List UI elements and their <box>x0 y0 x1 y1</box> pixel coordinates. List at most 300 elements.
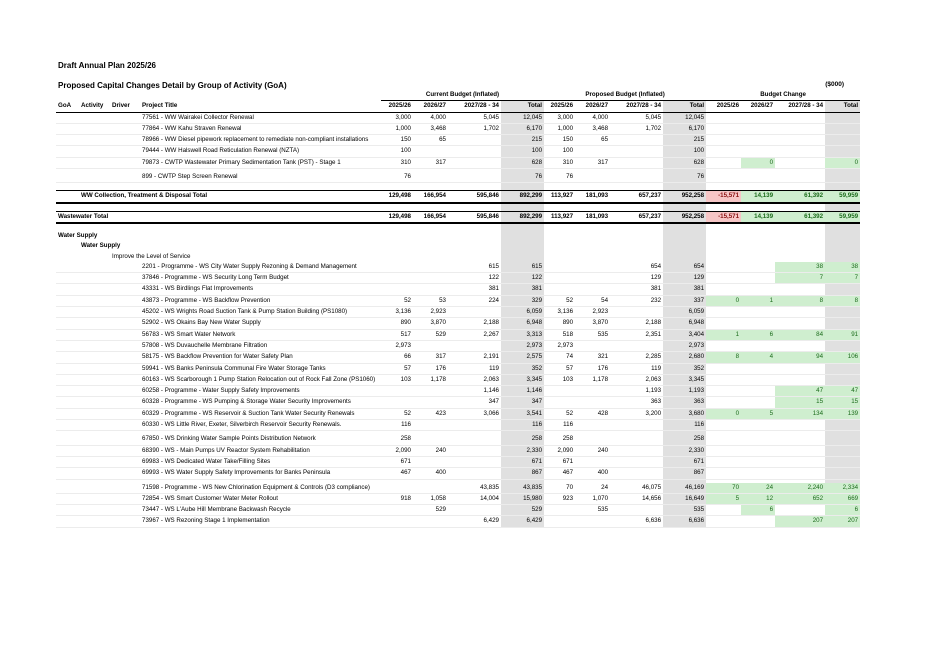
change-cell: 15 <box>825 397 860 408</box>
change-cell <box>706 318 741 329</box>
empty-cell <box>56 493 79 504</box>
empty-cell <box>110 223 140 231</box>
change-cell <box>775 340 825 351</box>
amount-cell <box>575 146 610 157</box>
amount-cell <box>610 420 663 431</box>
amount-cell: 2,063 <box>610 374 663 385</box>
project-title: 59941 - WS Banks Peninsula Communal Fire Water Storage Tanks <box>140 363 381 374</box>
empty-cell <box>110 468 140 479</box>
amount-cell <box>413 434 448 445</box>
project-row <box>56 146 860 157</box>
empty-cell <box>140 203 381 212</box>
amount-cell: 6,948 <box>501 318 544 329</box>
amount-cell: 70 <box>544 483 575 494</box>
amount-cell: 352 <box>501 363 544 374</box>
empty-cell <box>575 231 610 241</box>
amount-cell: 14,656 <box>610 493 663 504</box>
empty-cell <box>79 386 110 397</box>
change-cell: 6 <box>741 329 775 340</box>
amount-cell: 867 <box>663 468 706 479</box>
change-cell <box>741 456 775 467</box>
amount-cell: 54 <box>575 295 610 306</box>
change-cell <box>706 123 741 134</box>
project-title: 77561 - WW Wairakei Collector Renewal <box>140 112 381 123</box>
amount-cell: 258 <box>544 434 575 445</box>
capital-changes-table <box>56 90 860 528</box>
change-cell <box>741 445 775 456</box>
empty-cell <box>663 203 706 212</box>
empty-cell <box>825 252 860 262</box>
empty-cell <box>110 284 140 295</box>
change-cell: 47 <box>825 386 860 397</box>
change-cell: 669 <box>825 493 860 504</box>
amount-cell: 2,090 <box>544 445 575 456</box>
amount-cell: 535 <box>575 329 610 340</box>
empty-cell <box>544 203 575 212</box>
amount-cell <box>413 262 448 273</box>
col-header: 2027/28 - 34 <box>610 101 663 112</box>
amount-cell: 2,973 <box>501 340 544 351</box>
amount-cell <box>448 307 501 318</box>
total-label: Wastewater Total <box>56 211 381 223</box>
empty-cell <box>79 397 110 408</box>
amount-cell: 258 <box>501 434 544 445</box>
change-cell: 0 <box>706 295 741 306</box>
amount-cell: 5,045 <box>448 112 501 123</box>
spacer-row <box>56 183 860 191</box>
amount-cell: 1,178 <box>575 374 610 385</box>
unit-label: ($000) <box>825 81 844 88</box>
col-header: 2027/28 - 34 <box>775 101 825 112</box>
amount-cell: 3,404 <box>663 329 706 340</box>
amount-cell <box>448 340 501 351</box>
project-row <box>56 397 860 408</box>
change-cell <box>741 434 775 445</box>
change-cell <box>825 284 860 295</box>
project-row <box>56 329 860 340</box>
project-row <box>56 284 860 295</box>
amount-cell <box>610 468 663 479</box>
empty-cell <box>501 223 544 231</box>
amount-cell: 467 <box>381 468 413 479</box>
project-title: 37846 - Programme - WS Security Long Term Budget <box>140 273 381 284</box>
amount-cell: 6,948 <box>663 318 706 329</box>
amount-cell: 2,090 <box>381 445 413 456</box>
document-subtitle: Proposed Capital Changes Detail by Group of Activity (GoA) <box>58 81 287 90</box>
amount-cell: 615 <box>448 262 501 273</box>
empty-cell <box>448 231 501 241</box>
empty-cell <box>110 123 140 134</box>
change-cell: -15,571 <box>706 191 741 203</box>
amount-cell: 595,846 <box>448 211 501 223</box>
change-cell <box>775 172 825 183</box>
empty-cell <box>706 223 741 231</box>
amount-cell: 12,045 <box>501 112 544 123</box>
amount-cell: 671 <box>501 456 544 467</box>
empty-cell <box>79 284 110 295</box>
amount-cell: 150 <box>381 135 413 146</box>
amount-cell: 53 <box>413 295 448 306</box>
amount-cell <box>610 135 663 146</box>
change-cell <box>741 468 775 479</box>
empty-cell <box>56 318 79 329</box>
amount-cell: 100 <box>501 146 544 157</box>
amount-cell: 337 <box>663 295 706 306</box>
change-cell <box>741 146 775 157</box>
amount-cell: 423 <box>413 408 448 419</box>
change-cell: 5 <box>741 408 775 419</box>
amount-cell: 347 <box>448 397 501 408</box>
empty-cell <box>775 183 825 191</box>
empty-cell <box>741 183 775 191</box>
amount-cell: 3,000 <box>544 112 575 123</box>
amount-cell: 892,299 <box>501 191 544 203</box>
amount-cell: 113,927 <box>544 191 575 203</box>
amount-cell <box>413 483 448 494</box>
empty-cell <box>56 146 79 157</box>
empty-cell <box>79 493 110 504</box>
empty-cell <box>575 183 610 191</box>
empty-cell <box>79 295 110 306</box>
change-cell <box>775 307 825 318</box>
empty-cell <box>56 284 79 295</box>
total-label: WW Collection, Treatment & Disposal Total <box>79 191 381 203</box>
amount-cell: 671 <box>663 456 706 467</box>
amount-cell: 76 <box>663 172 706 183</box>
amount-cell: 65 <box>413 135 448 146</box>
change-cell <box>706 420 741 431</box>
amount-cell: 3,000 <box>381 112 413 123</box>
amount-cell: 258 <box>381 434 413 445</box>
amount-cell: 529 <box>413 505 448 516</box>
amount-cell: 119 <box>448 363 501 374</box>
activity-row <box>56 241 860 251</box>
change-cell: 12 <box>741 493 775 504</box>
project-title: 77864 - WW Kahu Straven Renewal <box>140 123 381 134</box>
empty-cell <box>79 434 110 445</box>
empty-cell <box>381 223 413 231</box>
change-cell <box>775 284 825 295</box>
change-cell: 61,392 <box>775 191 825 203</box>
amount-cell <box>610 505 663 516</box>
change-cell: 15 <box>775 397 825 408</box>
amount-cell <box>544 273 575 284</box>
empty-cell <box>110 420 140 431</box>
change-cell <box>775 123 825 134</box>
empty-cell <box>825 203 860 212</box>
empty-cell <box>110 408 140 419</box>
change-cell: 59,959 <box>825 191 860 203</box>
amount-cell: 3,541 <box>501 408 544 419</box>
empty-cell <box>110 483 140 494</box>
amount-cell: 363 <box>663 397 706 408</box>
amount-cell: 595,846 <box>448 191 501 203</box>
project-title: 60330 - WS Little River, Exeter, Silverbirch Reservoir Security Renewals. <box>140 420 381 431</box>
change-cell <box>775 374 825 385</box>
amount-cell: 381 <box>448 284 501 295</box>
amount-cell <box>381 397 413 408</box>
change-cell: 14,139 <box>741 191 775 203</box>
empty-cell <box>575 203 610 212</box>
empty-cell <box>448 252 501 262</box>
amount-cell: 66 <box>381 352 413 363</box>
change-cell <box>741 420 775 431</box>
project-title: 60328 - Programme - WS Pumping & Storage Water Security Improvements <box>140 397 381 408</box>
amount-cell <box>413 516 448 527</box>
change-cell: 7 <box>825 273 860 284</box>
empty-cell <box>706 231 741 241</box>
proposed-budget-header: Proposed Budget (Inflated) <box>544 90 706 101</box>
change-cell <box>706 468 741 479</box>
change-cell <box>706 374 741 385</box>
empty-cell <box>741 252 775 262</box>
empty-cell <box>56 340 79 351</box>
amount-cell <box>413 397 448 408</box>
change-cell <box>775 445 825 456</box>
amount-cell <box>381 483 413 494</box>
change-cell <box>741 307 775 318</box>
empty-cell <box>110 157 140 168</box>
amount-cell: 43,835 <box>448 483 501 494</box>
empty-cell <box>741 241 775 251</box>
empty-cell <box>79 123 110 134</box>
amount-cell: 1,058 <box>413 493 448 504</box>
empty-cell <box>110 505 140 516</box>
amount-cell: 671 <box>544 456 575 467</box>
empty-cell <box>610 252 663 262</box>
empty-cell <box>56 223 79 231</box>
amount-cell: 74 <box>544 352 575 363</box>
empty-cell <box>663 231 706 241</box>
project-row <box>56 493 860 504</box>
change-cell <box>706 363 741 374</box>
amount-cell <box>610 157 663 168</box>
col-header: 2027/28 - 34 <box>448 101 501 112</box>
amount-cell: 3,200 <box>610 408 663 419</box>
change-cell <box>775 468 825 479</box>
amount-cell: 3,345 <box>501 374 544 385</box>
empty-cell <box>110 374 140 385</box>
project-row <box>56 505 860 516</box>
empty-cell <box>610 203 663 212</box>
project-row <box>56 262 860 273</box>
amount-cell: 103 <box>381 374 413 385</box>
empty-cell <box>56 123 79 134</box>
amount-cell: 1,178 <box>413 374 448 385</box>
change-cell: 4 <box>741 352 775 363</box>
change-cell: 61,392 <box>775 211 825 223</box>
change-cell <box>706 434 741 445</box>
amount-cell <box>413 172 448 183</box>
empty-cell <box>79 483 110 494</box>
change-cell <box>741 386 775 397</box>
empty-cell <box>110 397 140 408</box>
project-title: 58175 - WS Backflow Prevention for Water Safety Plan <box>140 352 381 363</box>
amount-cell <box>544 386 575 397</box>
amount-cell: 657,237 <box>610 211 663 223</box>
amount-cell: 3,870 <box>575 318 610 329</box>
amount-cell <box>575 340 610 351</box>
amount-cell: 240 <box>575 445 610 456</box>
empty-cell <box>110 112 140 123</box>
project-title: 69993 - WS Water Supply Safety Improvements for Banks Peninsula <box>140 468 381 479</box>
change-cell: 84 <box>775 329 825 340</box>
column-header-row <box>56 101 860 112</box>
empty-cell <box>56 352 79 363</box>
change-cell: 14,139 <box>741 211 775 223</box>
change-cell <box>706 284 741 295</box>
empty-cell <box>544 183 575 191</box>
empty-cell <box>110 273 140 284</box>
amount-cell: 6,059 <box>663 307 706 318</box>
amount-cell: 317 <box>413 352 448 363</box>
empty-cell <box>56 307 79 318</box>
amount-cell: 1,000 <box>544 123 575 134</box>
change-cell <box>825 172 860 183</box>
amount-cell <box>575 284 610 295</box>
empty-cell <box>448 183 501 191</box>
amount-cell: 535 <box>663 505 706 516</box>
change-cell: 207 <box>825 516 860 527</box>
amount-cell: 2,973 <box>544 340 575 351</box>
amount-cell: 867 <box>501 468 544 479</box>
amount-cell <box>544 262 575 273</box>
empty-cell <box>79 112 110 123</box>
empty-cell <box>56 468 79 479</box>
amount-cell <box>575 397 610 408</box>
amount-cell: 654 <box>610 262 663 273</box>
amount-cell: 3,066 <box>448 408 501 419</box>
amount-cell <box>413 420 448 431</box>
project-row <box>56 157 860 168</box>
amount-cell: 628 <box>663 157 706 168</box>
project-row <box>56 135 860 146</box>
amount-cell <box>610 307 663 318</box>
empty-cell <box>663 183 706 191</box>
empty-cell <box>825 223 860 231</box>
empty-cell <box>79 340 110 351</box>
change-cell <box>741 340 775 351</box>
empty-cell <box>110 262 140 273</box>
change-cell: 2,334 <box>825 483 860 494</box>
empty-cell <box>56 516 79 527</box>
col-header: 2025/26 <box>706 101 741 112</box>
amount-cell: 517 <box>381 329 413 340</box>
empty-cell <box>140 223 381 231</box>
amount-cell: 310 <box>544 157 575 168</box>
empty-cell <box>110 318 140 329</box>
project-title: 72854 - WS Smart Customer Water Meter Rollout <box>140 493 381 504</box>
amount-cell: 3,680 <box>663 408 706 419</box>
amount-cell: 4,000 <box>413 112 448 123</box>
empty-cell <box>110 340 140 351</box>
change-cell <box>825 340 860 351</box>
amount-cell: 3,313 <box>501 329 544 340</box>
amount-cell <box>381 273 413 284</box>
empty-cell <box>110 146 140 157</box>
empty-cell <box>448 203 501 212</box>
amount-cell: 400 <box>413 468 448 479</box>
empty-cell <box>56 434 79 445</box>
project-row <box>56 352 860 363</box>
change-cell <box>706 516 741 527</box>
amount-cell: 2,351 <box>610 329 663 340</box>
amount-cell: 129,498 <box>381 191 413 203</box>
empty-cell <box>825 183 860 191</box>
change-cell <box>706 386 741 397</box>
amount-cell: 116 <box>381 420 413 431</box>
amount-cell: 43,835 <box>501 483 544 494</box>
empty-cell <box>544 241 575 251</box>
empty-cell <box>381 241 413 251</box>
empty-cell <box>110 352 140 363</box>
change-cell: 8 <box>825 295 860 306</box>
amount-cell: 100 <box>381 146 413 157</box>
empty-cell <box>56 157 79 168</box>
project-row <box>56 123 860 134</box>
empty-cell <box>706 252 741 262</box>
empty-cell <box>56 262 79 273</box>
project-row <box>56 374 860 385</box>
amount-cell <box>448 146 501 157</box>
amount-cell <box>575 516 610 527</box>
amount-cell <box>448 434 501 445</box>
empty-cell <box>825 231 860 241</box>
goa-row-label: Water Supply <box>58 231 98 239</box>
change-cell <box>741 123 775 134</box>
empty-cell <box>610 223 663 231</box>
empty-cell <box>741 223 775 231</box>
amount-cell: 1,702 <box>448 123 501 134</box>
amount-cell: 671 <box>381 456 413 467</box>
empty-cell <box>56 273 79 284</box>
change-cell <box>775 420 825 431</box>
change-cell <box>825 445 860 456</box>
change-cell: 0 <box>741 157 775 168</box>
empty-cell <box>775 231 825 241</box>
empty-cell <box>775 252 825 262</box>
empty-cell <box>501 203 544 212</box>
amount-cell <box>448 445 501 456</box>
amount-cell: 2,267 <box>448 329 501 340</box>
change-cell <box>706 307 741 318</box>
change-cell <box>706 456 741 467</box>
project-row <box>56 340 860 351</box>
amount-cell: 2,330 <box>663 445 706 456</box>
change-cell: 0 <box>825 157 860 168</box>
empty-cell <box>79 468 110 479</box>
change-cell <box>825 318 860 329</box>
project-title: 2201 - Programme - WS City Water Supply Rezoning & Demand Management <box>140 262 381 273</box>
amount-cell: 2,191 <box>448 352 501 363</box>
amount-cell: 116 <box>501 420 544 431</box>
amount-cell: 176 <box>575 363 610 374</box>
amount-cell: 6,636 <box>663 516 706 527</box>
change-cell <box>741 516 775 527</box>
empty-cell <box>56 408 79 419</box>
empty-cell <box>79 505 110 516</box>
amount-cell: 890 <box>381 318 413 329</box>
change-cell: 207 <box>775 516 825 527</box>
driver-row-label: Improve the Level of Service <box>112 252 191 260</box>
empty-cell <box>79 420 110 431</box>
amount-cell <box>413 456 448 467</box>
empty-cell <box>56 374 79 385</box>
amount-cell: 2,330 <box>501 445 544 456</box>
project-title: 68390 - WS - Main Pumps UV Reactor System Rehabilitation <box>140 445 381 456</box>
amount-cell: 46,169 <box>663 483 706 494</box>
amount-cell: 2,973 <box>381 340 413 351</box>
